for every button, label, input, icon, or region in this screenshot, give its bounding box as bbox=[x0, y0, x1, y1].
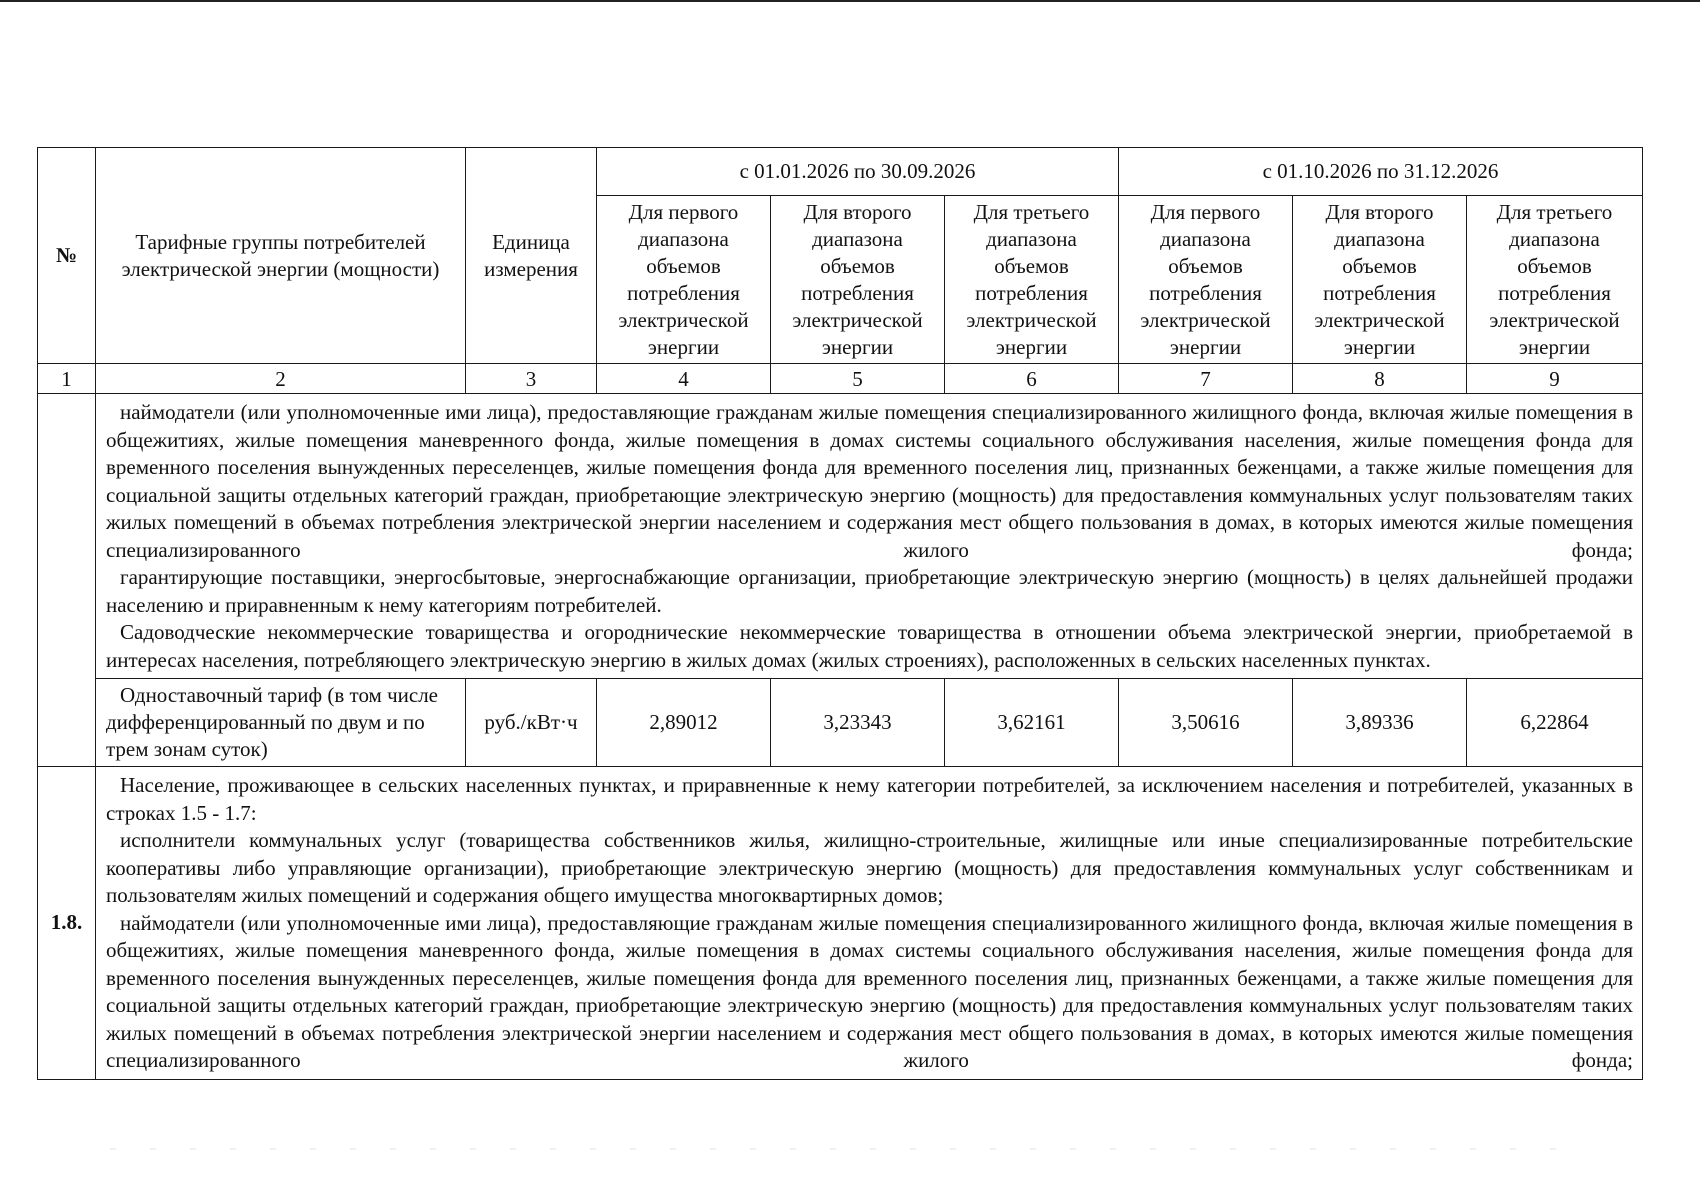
header-col-group: Тарифные группы потребителей электрической энергии (мощности) bbox=[96, 148, 466, 364]
tariff-value: 2,89012 bbox=[597, 679, 771, 767]
column-number: 3 bbox=[466, 364, 597, 394]
header-col-number: № bbox=[38, 148, 96, 364]
header-col-unit: Единица измерения bbox=[466, 148, 597, 364]
description-paragraph: гарантирующие поставщики, энергосбытовые, энергоснабжающие организации, приобретающие электрическую энергию (мощность) в целях дальнейшей продажи населению и приравненным к нему категориям потребителей. bbox=[106, 565, 1633, 617]
description-paragraph: Садоводческие некоммерческие товарищества и огороднические некоммерческие товарищества в отношении объема электрической энергии, приобретаемой в интересах населения, потребляющего электрическую энергию в жилых домах (жилых строениях), расположенных в сельских населенных пунктах. bbox=[106, 620, 1633, 672]
scan-artifact bbox=[110, 1148, 1590, 1150]
tariff-value: 6,22864 bbox=[1467, 679, 1643, 767]
section-number: 1.8. bbox=[38, 767, 96, 1080]
prev-section-description-row bbox=[38, 394, 1643, 679]
tariff-value: 3,23343 bbox=[771, 679, 945, 767]
column-number: 7 bbox=[1119, 364, 1293, 394]
header-range-3-period-1: Для третьего диапазона объемов потребления электрической энергии bbox=[945, 196, 1119, 364]
column-number: 9 bbox=[1467, 364, 1643, 394]
section-1-8-description bbox=[96, 767, 1643, 1080]
header-range-1-period-2: Для первого диапазона объемов потребления электрической энергии bbox=[1119, 196, 1293, 364]
page-top-border bbox=[0, 0, 1700, 2]
column-number: 8 bbox=[1293, 364, 1467, 394]
header-range-1-period-1: Для первого диапазона объемов потребления электрической энергии bbox=[597, 196, 771, 364]
header-row-periods bbox=[38, 148, 1643, 196]
column-number-row bbox=[38, 364, 1643, 394]
header-period-2: с 01.10.2026 по 31.12.2026 bbox=[1119, 148, 1643, 196]
header-period-1: с 01.01.2026 по 30.09.2026 bbox=[597, 148, 1119, 196]
column-number: 2 bbox=[96, 364, 466, 394]
header-range-3-period-2: Для третьего диапазона объемов потребления электрической энергии bbox=[1467, 196, 1643, 364]
tariff-unit: руб./кВт·ч bbox=[466, 679, 597, 767]
section-1-8-row bbox=[38, 767, 1643, 1080]
tariff-value: 3,62161 bbox=[945, 679, 1119, 767]
column-number: 6 bbox=[945, 364, 1119, 394]
header-range-2-period-1: Для второго диапазона объемов потребления электрической энергии bbox=[771, 196, 945, 364]
tariff-label: Одноставочный тариф (в том числе дифференцированный по двум и по трем зонам суток) bbox=[96, 679, 466, 767]
prev-section-tariff-row bbox=[38, 679, 1643, 767]
tariff-table bbox=[37, 147, 1643, 1080]
prev-section-description bbox=[96, 394, 1643, 679]
tariff-value: 3,50616 bbox=[1119, 679, 1293, 767]
description-paragraph: Население, проживающее в сельских населенных пунктах, и приравненные к нему категории потребителей, за исключением населения и потребителей, указанных в строках 1.5 - 1.7: bbox=[106, 773, 1633, 825]
column-number: 1 bbox=[38, 364, 96, 394]
tariff-value: 3,89336 bbox=[1293, 679, 1467, 767]
column-number: 5 bbox=[771, 364, 945, 394]
header-range-2-period-2: Для второго диапазона объемов потребления электрической энергии bbox=[1293, 196, 1467, 364]
description-paragraph: наймодатели (или уполномоченные ими лица), предоставляющие гражданам жилые помещения специализированного жилищного фонда, включая жилые помещения в общежитиях, жилые помещения маневренного фонда, жилые помещения в домах системы социального обслуживания населения, жилые помещения фонда для временного поселения вынужденных переселенцев, жилые помещения фонда для временного поселения лиц, признанных беженцами, а также жилые помещения для социальной защиты отдельных категорий граждан, приобретающие электрическую энергию (мощность) для предоставления коммунальных услуг пользователям таких жилых помещений в объемах потребления электрической энергии населением и содержания мест общего пользования в домах, в которых имеются жилые помещения специализированного жилого фонда; bbox=[106, 910, 1633, 1072]
description-paragraph: наймодатели (или уполномоченные ими лица), предоставляющие гражданам жилые помещения специализированного жилищного фонда, включая жилые помещения в общежитиях, жилые помещения маневренного фонда, жилые помещения в домах системы социального обслуживания населения, жилые помещения фонда для временного поселения вынужденных переселенцев, жилые помещения фонда для временного поселения лиц, признанных беженцами, а также жилые помещения для социальной защиты отдельных категорий граждан, приобретающие электрическую энергию (мощность) для предоставления коммунальных услуг пользователям таких жилых помещений в объемах потребления электрической энергии населением и содержания мест общего пользования в домах, в которых имеются жилые помещения специализированного жилого фонда; bbox=[106, 400, 1633, 562]
description-paragraph: исполнители коммунальных услуг (товарищества собственников жилья, жилищно-строительные, жилищные или иные специализированные потребительские кооперативы либо управляющие организации), приобретающие электрическую энергию (мощность) для предоставления коммунальных услуг собственникам и пользователям жилых помещений и содержания общего имущества многоквартирных домов; bbox=[106, 828, 1633, 907]
column-number: 4 bbox=[597, 364, 771, 394]
prev-section-number bbox=[38, 394, 96, 767]
